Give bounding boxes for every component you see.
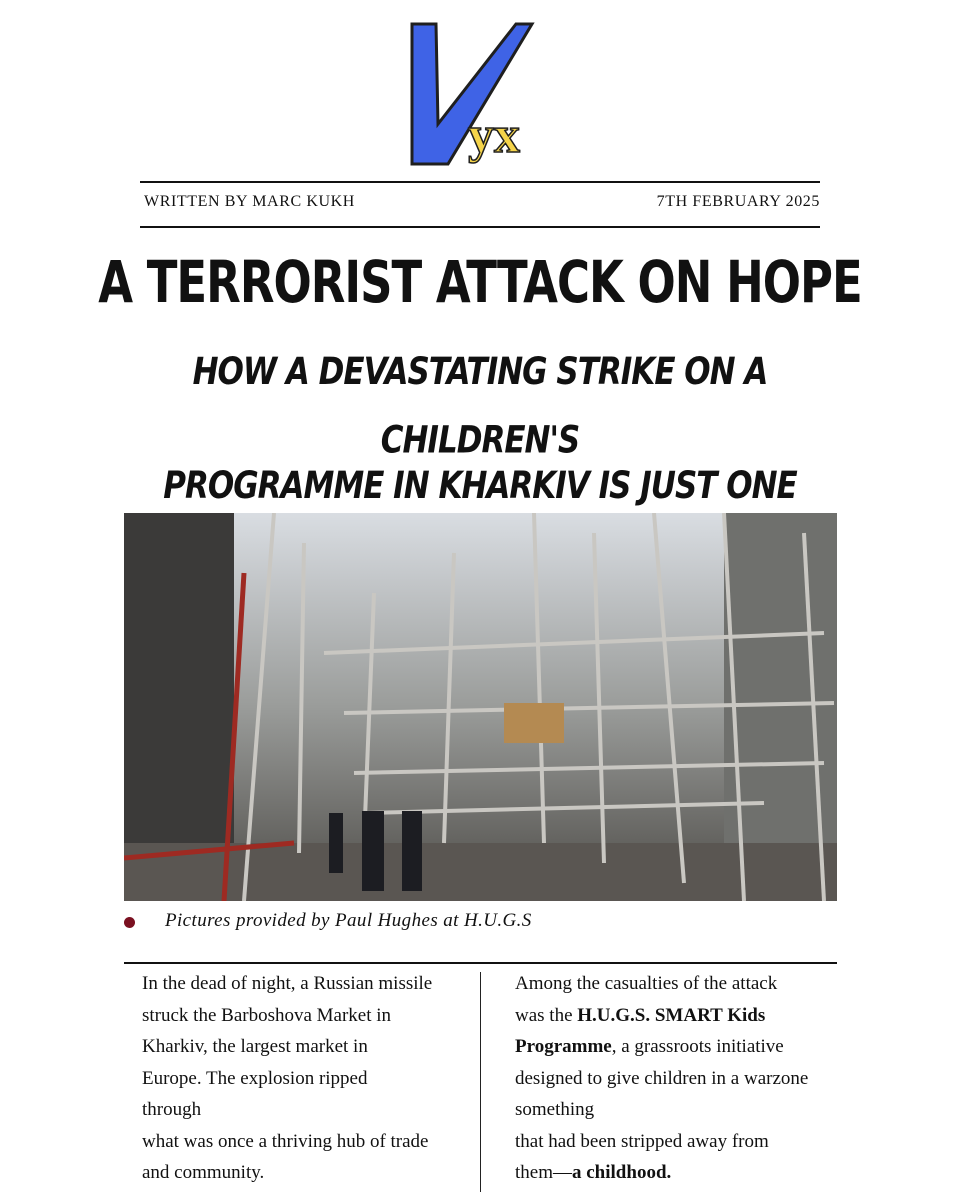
article-line	[515, 1031, 825, 1063]
article-line	[515, 1000, 825, 1032]
column-divider	[480, 972, 481, 1192]
photo-caption: Pictures provided by Paul Hughes at H.U.G.S	[165, 910, 532, 931]
destroyed-market-photo	[124, 513, 837, 901]
publish-date: 7TH FEBRUARY 2025	[656, 193, 820, 210]
text-run: , a grassroots initiative	[611, 1036, 784, 1057]
article-line: that had been stripped away from	[515, 1130, 769, 1152]
text-run: them—	[515, 1162, 572, 1183]
kukh-logo-mark	[408, 20, 554, 168]
article-line: struck the Barboshova Market in	[142, 1004, 392, 1026]
author: WRITTEN BY MARC KUKH	[144, 193, 355, 210]
program-name: H.U.G.S. SMART Kids	[577, 1004, 766, 1026]
kukh-logo	[408, 20, 554, 168]
byline	[144, 193, 820, 211]
article-line: Europe. The explosion ripped	[142, 1067, 368, 1089]
article-line: something	[515, 1099, 595, 1120]
subheadline-line: HOW A DEVASTATING STRIKE ON A CHILDREN'S	[192, 350, 768, 463]
article-line: designed to give children in a warzone	[515, 1067, 809, 1089]
article-line: Among the casualties of the attack	[515, 973, 778, 994]
text-run: was the	[515, 1004, 578, 1026]
emphasis-childhood: a childhood.	[572, 1162, 672, 1183]
byline-bottom-rule	[140, 226, 820, 228]
article-line: what was once a thriving hub of trade	[142, 1130, 429, 1152]
article-column-left	[142, 968, 452, 1189]
headline: A TERRORIST ATTACK ON HOPE	[98, 248, 862, 316]
article-column-right	[515, 968, 825, 1189]
article-line: In the dead of night, a Russian missile	[142, 973, 433, 994]
article-photo	[124, 513, 837, 901]
article-line	[515, 1157, 825, 1189]
top-rule	[140, 181, 820, 183]
caption-bullet	[124, 917, 135, 928]
logo-script-text: ух	[468, 107, 520, 164]
subheadline-line: PROGRAMME IN KHARKIV IS JUST ONE	[163, 464, 797, 508]
article-line: and community.	[142, 1162, 265, 1183]
article-top-rule	[124, 962, 837, 964]
article-line: Kharkiv, the largest market in	[142, 1036, 368, 1057]
article-line: through	[142, 1099, 202, 1120]
program-name-cont: Programme	[515, 1036, 612, 1057]
